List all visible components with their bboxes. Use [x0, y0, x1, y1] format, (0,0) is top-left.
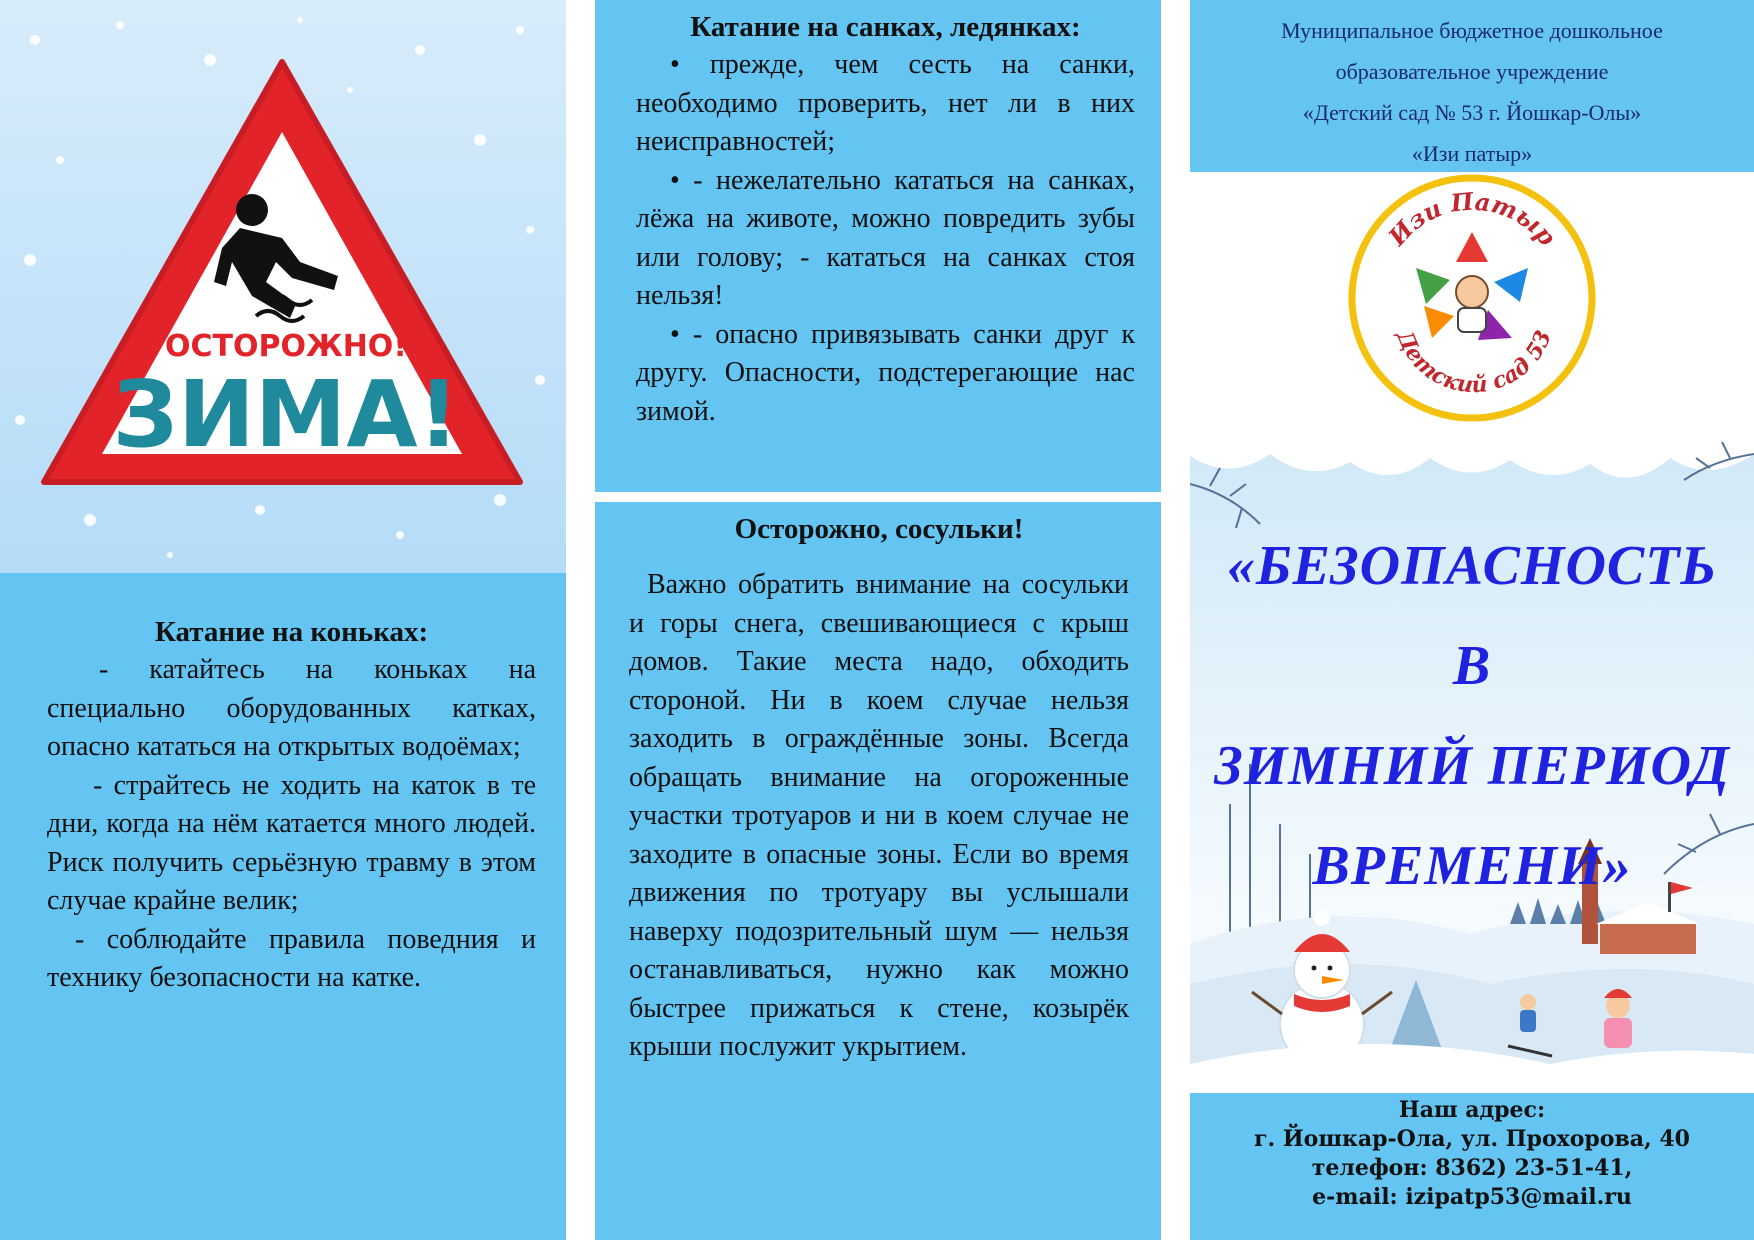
title-line: ВРЕМЕНИ»: [1312, 835, 1632, 897]
winter-warning-illustration: [0, 0, 566, 573]
sledding-section: [595, 0, 1161, 492]
skating-paragraph: - страйтесь не ходить на каток в те дни, когда на нём катается много людей. Риск получить серьёзную травму в этом случае крайне велик;: [47, 769, 536, 916]
icicles-section: [595, 502, 1161, 1240]
icicles-heading: Осторожно, сосульки!: [734, 513, 1024, 545]
org-line: «Изи патыр»: [1411, 141, 1533, 166]
skating-body: [47, 651, 536, 998]
address-label: Наш адрес:: [1398, 1097, 1546, 1123]
sledding-heading: Катание на санках, ледянках:: [690, 11, 1081, 43]
org-line: образовательное учреждение: [1335, 59, 1609, 84]
organization-header: [1190, 0, 1754, 172]
address-section: [1190, 1093, 1754, 1240]
sledding-paragraph: • - опасно привязывать санки друг к другу. Опасности, подстерегающие нас зимой.: [636, 316, 1135, 432]
logo-top-text: Изи Патыр: [1382, 186, 1562, 252]
warning-sign-icon: [0, 0, 566, 573]
title-line: ЗИМНИЙ ПЕРИОД: [1214, 735, 1730, 797]
org-line: Муниципальное бюджетное дошкольное: [1281, 18, 1663, 43]
sledding-paragraph: • прежде, чем сесть на санки, необходимо проверить, нет ли в них неисправностей;: [636, 46, 1135, 162]
icicles-paragraph: Важно обратить внимание на сосульки и горы снега, свешивающиеся с крыш домов. Такие места надо, обходить стороной. Ни в коем случае нельзя заходить в ограждённые зоны. Всегда обращать внимание на огороженные участки тротуаров и ни в коем случае не заходите в опасные зоны. Если во время движения по тротуару вы услышали наверху подозрительный шум — нельзя останавливаться, нужно как можно быстрее прижаться к стене, козырёк крыши послужит укрытием.: [629, 569, 1129, 1062]
skating-section: [0, 573, 566, 1240]
warning-line2: ЗИМА!: [112, 361, 460, 468]
skating-heading: Катание на коньках:: [154, 616, 429, 648]
sledding-body: [636, 46, 1135, 431]
icicles-body: [629, 566, 1129, 1067]
brochure-title: [1190, 516, 1754, 916]
address-street: г. Йошкар-Ола, ул. Прохорова, 40: [1254, 1126, 1690, 1152]
warning-line1: ОСТОРОЖНО!: [165, 329, 407, 364]
title-line: «БЕЗОПАСНОСТЬ: [1227, 535, 1717, 597]
sledding-paragraph: • - нежелательно кататься на санках, лёжа на животе, можно повредить зубы или голову; - кататься на санках стоя нельзя!: [636, 162, 1135, 316]
title-line: В: [1452, 635, 1492, 697]
skating-paragraph: - катайтесь на коньках на специально оборудованных катках, опасно кататься на открытых водоёмах;: [47, 654, 536, 762]
skating-paragraph: - соблюдайте правила поведния и технику безопасности на катке.: [47, 923, 536, 993]
org-line: «Детский сад № 53 г. Йошкар-Олы»: [1302, 100, 1642, 125]
address-phone: телефон: 8362) 23-51-41,: [1311, 1155, 1633, 1181]
logo-area: [1190, 172, 1754, 424]
kindergarten-logo: [1190, 172, 1754, 424]
logo-bottom-text: Детский сад 53: [1391, 326, 1557, 399]
winter-scene-illustration: [1190, 424, 1754, 1093]
address-email: e-mail: izipatp53@mail.ru: [1312, 1184, 1632, 1210]
